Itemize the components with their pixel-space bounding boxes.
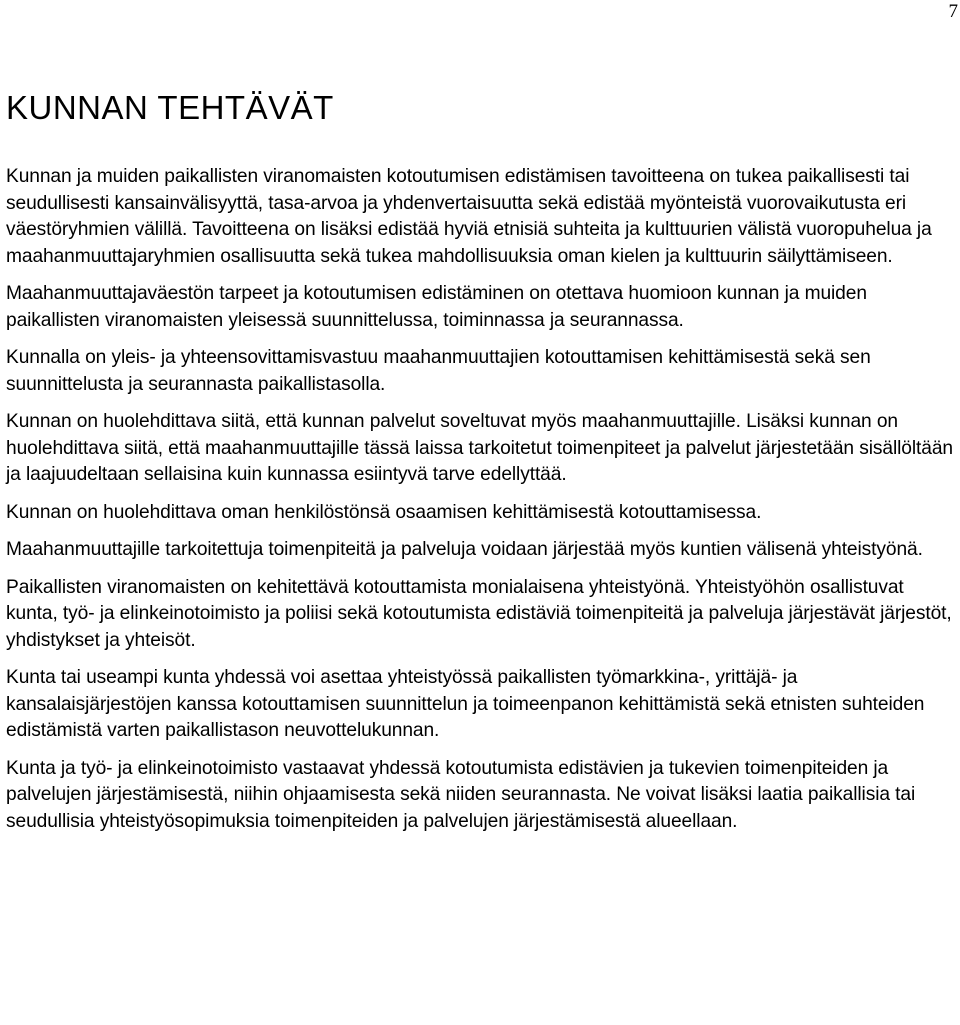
paragraph: Maahanmuuttajaväestön tarpeet ja kotoutumisen edistäminen on otettava huomioon kunnan ja muiden paikallisten viranomaisten yleisessä suunnittelussa, toiminnassa ja seurannassa.: [6, 283, 867, 331]
paragraph: Paikallisten viranomaisten on kehitettävä kotouttamista monialaisena yhteistyönä. Yhteistyöhön osallistuvat kunta, työ- ja elinkeinotoimisto ja poliisi sekä kotoutumista edistäviä toimenpiteitä ja palveluja järjestävät järjestöt, yhdistykset ja yhteisöt.: [6, 576, 952, 651]
paragraph: Kunta tai useampi kunta yhdessä voi asettaa yhteistyössä paikallisten työmarkkina-, yrittäjä- ja kansalaisjärjestöjen kanssa kotouttamisen suunnittelun ja toimeenpanon kehittämistä sekä etnisten suhteiden edistämistä varten paikallistason neuvottelukunnan.: [6, 667, 925, 741]
paragraph: Kunnalla on yleis- ja yhteensovittamisvastuu maahanmuuttajien kotouttamisen kehittämisestä sekä sen suunnittelusta ja seurannasta paikallistasolla.: [6, 347, 871, 395]
page-number: 7: [948, 1, 958, 22]
paragraph: Maahanmuuttajille tarkoitettuja toimenpiteitä ja palveluja voidaan järjestää myös kuntien välisenä yhteistyönä.: [6, 539, 923, 560]
paragraph: Kunnan on huolehdittava siitä, että kunnan palvelut soveltuvat myös maahanmuuttajille. Lisäksi kunnan on huolehdittava siitä, että maahanmuuttajille tässä laissa tarkoitetut toimenpiteet ja palvelut järjestetään sisällöltään ja laajuudeltaan sellaisina kuin kunnassa esiintyvä tarve edellyttää.: [6, 411, 953, 485]
document-body: [6, 85, 954, 835]
paragraph-list: [6, 164, 954, 835]
paragraph: Kunta ja työ- ja elinkeinotoimisto vastaavat yhdessä kotoutumista edistävien ja tukevien toimenpiteiden ja palvelujen järjestämisestä, niihin ohjaamisesta sekä niiden seurannasta. Ne voivat lisäksi laatia paikallisia tai seudullisia yhteistyösopimuksia toimenpiteiden ja palvelujen järjestämisestä alueellaan.: [6, 757, 916, 832]
paragraph: Kunnan ja muiden paikallisten viranomaisten kotoutumisen edistämisen tavoitteena on tukea paikallisesti tai seudullisesti kansainvälisyyttä, tasa-arvoa ja yhdenvertaisuutta sekä edistää myönteistä vuorovaikutusta eri väestöryhmien välillä. Tavoitteena on lisäksi edistää hyviä etnisiä suhteita ja kulttuurien välistä vuoropuhelua ja maahanmuuttajaryhmien osallisuutta sekä tukea mahdollisuuksia oman kielen ja kulttuurin säilyttämiseen.: [6, 166, 932, 267]
paragraph: Kunnan on huolehdittava oman henkilöstönsä osaamisen kehittämisestä kotouttamisessa.: [6, 501, 762, 523]
page-title: KUNNAN TEHTÄVÄT: [6, 89, 334, 126]
